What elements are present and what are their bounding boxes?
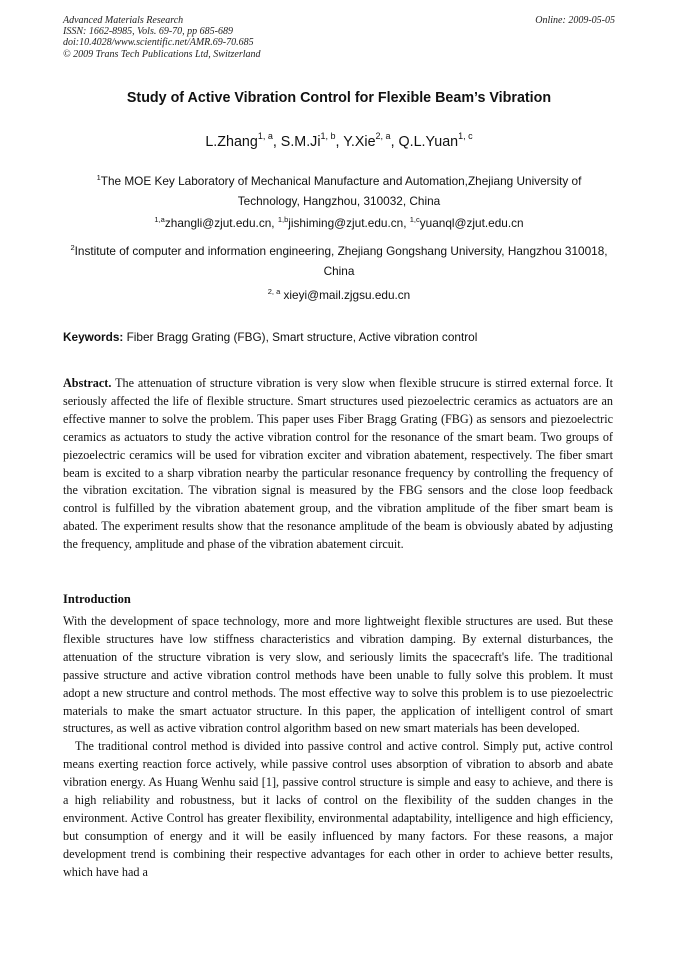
journal-copyright: © 2009 Trans Tech Publications Ltd, Switzerland	[63, 48, 261, 60]
online-date: Online: 2009-05-05	[535, 15, 615, 26]
email-2: $^{2, a}$ xieyi@mail.zjgsu.edu.cn	[267, 287, 411, 302]
keywords	[63, 330, 477, 344]
journal-doi: doi:10.4028/www.scientific.net/AMR.69-70.685	[63, 37, 254, 49]
paper-title: Study of Active Vibration Control for Flexible Beam’s Vibration	[126, 90, 552, 106]
author: L.Zhang$^{1, a}$,	[205, 131, 281, 150]
introduction-body	[63, 613, 613, 882]
keywords-text: Fiber Bragg Grating (FBG), Smart structure, Active vibration control	[123, 330, 478, 344]
author: Y.Xie$^{2, a}$,	[343, 131, 399, 150]
journal-name: Advanced Materials Research	[63, 15, 184, 26]
abstract-text: The attenuation of structure vibration is very slow when flexible strucure is stirred external force. It seriously affected the life of flexible structure. Smart structures used piezoelectric ceramics as actuators are an effective manner to solve the problem. This paper uses Fiber Bragg Grating (FBG) as sensors and piezoelectric ceramics as actuators to study the active vibration control for the resonance of the smart beam. Two groups of piezoelectric ceramics will be used for vibration exciter and vibration abatement, respectively. The fiber smart beam is excited to a sharp vibration nearby the particular resonance frequency by controlling the frequency of the vibration excitation. The vibration signal is measured by the FBG sensors and the close loop feedback control is fulfilled by the vibration abatement group, and the vibration amplitude of the fiber smart beam is abated. The experiment results show that the resonance amplitude of the beam is obviously abated by adjusting the frequency, amplitude and phase of the vibration abatement circuit.	[63, 376, 613, 552]
paragraph: The traditional control method is divided into passive control and active control. Simply put, active control means exerting reaction force actively, while passive control uses absorption of vibration to absorb and abate vibration energy. As Huang Wenhu said [1], passive control structure is simple and easy to achieve, and there is a high reliability and robustness, but it lacks of control on the flexibility of the sudden changes in the environment. Active Control has greater flexibility, environmental adaptability, intelligence and high efficiency, but consumption of energy and it will be easily influenced by many factors. For these reasons, a major development trend is combining their respective advantages for each other in order to achieve better results, which have had a	[63, 739, 613, 879]
section-heading-introduction: Introduction	[63, 592, 131, 606]
paragraph: With the development of space technology, more and more lightweight flexible structures are used. But these flexible structures have low stiffness characteristics and vibration damping. By external disturbances, the attenuation of the structure vibration is very slow, and seriously limits the spacecraft's life. The traditional passive structure and active vibration control methods have been unable to fully solve this problem. It must adopt a new structure and control methods. The most effective way to solve this problem is to use piezoelectric materials to make the smart actuator structure. In this paper, the application of intelligent control of smart structures, as well as active vibration control algorithm based on new smart materials has been developed.	[63, 614, 613, 736]
journal-issn: ISSN: 1662-8985, Vols. 69-70, pp 685-689	[63, 26, 233, 38]
affiliation-1: $^1$The MOE Key Laboratory of Mechanical Manufacture and Automation,Zhejiang University of Technology, Hangzhou, 310032, China	[96, 173, 582, 208]
author: Q.L.Yuan$^{1, c}$	[398, 131, 473, 150]
abstract	[63, 375, 613, 554]
keywords-label: Keywords:	[63, 330, 124, 344]
affiliation-2: $^2$Institute of computer and information engineering, Zhejiang Gongshang University, Hangzhou 310018, China	[70, 243, 608, 278]
author-list	[40, 131, 638, 150]
journal-header	[63, 15, 261, 60]
abstract-label: Abstract.	[63, 376, 112, 390]
emails-1: $^{1,a}$zhangli@zjut.edu.cn, $^{1,b}$jishiming@zjut.edu.cn, $^{1,c}$yuanql@zjut.edu.cn	[154, 215, 524, 230]
author: S.M.Ji$^{1, b}$,	[280, 131, 344, 150]
